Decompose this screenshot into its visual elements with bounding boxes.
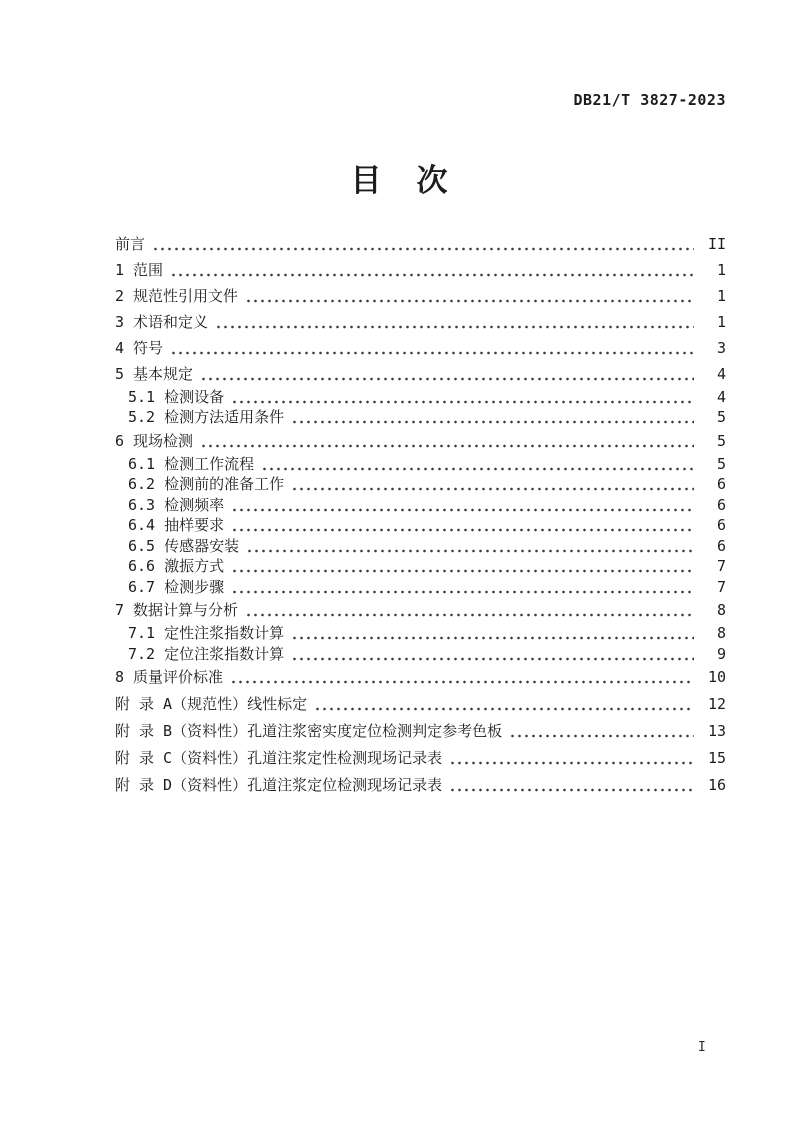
toc-entry-label: 6.6 激振方式 bbox=[128, 557, 225, 576]
dot-leader bbox=[261, 458, 694, 471]
toc-entry bbox=[115, 665, 726, 691]
toc-entry bbox=[115, 408, 726, 429]
toc-entry-page-number: 1 bbox=[716, 312, 726, 331]
dot-leader bbox=[215, 316, 694, 329]
toc-entry-label: 6.2 检测前的准备工作 bbox=[128, 475, 285, 494]
toc-entry-label: 5.1 检测设备 bbox=[128, 387, 225, 406]
toc-entry-page-number: 12 bbox=[707, 694, 726, 713]
toc-entry-page-number: 5 bbox=[716, 431, 726, 450]
toc-entry bbox=[115, 387, 726, 408]
toc-entry-page-number: 13 bbox=[707, 721, 726, 740]
dot-leader bbox=[231, 560, 694, 573]
toc-entry-page-number: 9 bbox=[716, 644, 726, 663]
toc-entry bbox=[115, 516, 726, 537]
dot-leader bbox=[230, 671, 694, 684]
toc-entry bbox=[115, 624, 726, 645]
toc-entry-page-number: 7 bbox=[716, 557, 726, 576]
dot-leader bbox=[291, 627, 694, 640]
toc-entry-label: 1 范围 bbox=[115, 260, 164, 279]
toc-entry-page-number: 4 bbox=[716, 364, 726, 383]
toc-entry bbox=[115, 428, 726, 454]
toc-entry bbox=[115, 309, 726, 335]
toc-entry-label: 6 现场检测 bbox=[115, 431, 194, 450]
toc-entry-label: 7 数据计算与分析 bbox=[115, 601, 239, 619]
toc-entry bbox=[115, 283, 726, 309]
toc-entry bbox=[115, 495, 726, 516]
toc-entry-page-number: 8 bbox=[716, 601, 726, 619]
toc-entry-page-number: 5 bbox=[716, 408, 726, 427]
toc-entry-label: 2 规范性引用文件 bbox=[115, 286, 239, 305]
page-title: 目 次 bbox=[350, 163, 450, 199]
footer-page-number: I bbox=[698, 1040, 706, 1055]
toc-entry-page-number: II bbox=[707, 234, 726, 253]
toc-entry bbox=[115, 691, 726, 718]
toc-entry-page-number: 6 bbox=[716, 495, 726, 514]
dot-leader bbox=[291, 411, 694, 424]
toc-entry-label: 6.1 检测工作流程 bbox=[128, 454, 255, 473]
dot-leader bbox=[152, 238, 694, 251]
toc-entry-label: 7.2 定位注浆指数计算 bbox=[128, 644, 285, 663]
toc-entry-page-number: 10 bbox=[707, 668, 726, 686]
dot-leader bbox=[200, 435, 694, 448]
toc-entry-page-number: 6 bbox=[716, 536, 726, 555]
toc-entry bbox=[115, 557, 726, 578]
toc-entry-page-number: 3 bbox=[716, 338, 726, 357]
dot-leader bbox=[231, 519, 694, 532]
toc-entry-page-number: 1 bbox=[716, 260, 726, 279]
dot-leader bbox=[231, 391, 694, 404]
document-number: DB21/T 3827-2023 bbox=[573, 91, 726, 109]
toc-entry bbox=[115, 745, 726, 772]
toc-entry-page-number: 7 bbox=[716, 577, 726, 596]
toc-entry-page-number: 8 bbox=[716, 624, 726, 643]
toc-entry bbox=[115, 257, 726, 283]
toc-entry bbox=[115, 475, 726, 496]
toc-entry bbox=[115, 577, 726, 598]
toc-entry-page-number: 1 bbox=[716, 286, 726, 305]
toc-entry-label: 5.2 检测方法适用条件 bbox=[128, 408, 285, 427]
toc-entry bbox=[115, 718, 726, 745]
toc-entry-label: 附 录 B（资料性）孔道注浆密实度定位检测判定参考色板 bbox=[115, 721, 503, 740]
dot-leader bbox=[245, 604, 694, 617]
dot-leader bbox=[291, 648, 694, 661]
toc-entry-label: 8 质量评价标准 bbox=[115, 668, 224, 686]
toc-entry-label: 3 术语和定义 bbox=[115, 312, 209, 331]
toc-entry-page-number: 15 bbox=[707, 748, 726, 767]
toc-entry-label: 6.4 抽样要求 bbox=[128, 516, 225, 535]
toc-entry-page-number: 6 bbox=[716, 475, 726, 494]
toc-entry-label: 7.1 定性注浆指数计算 bbox=[128, 624, 285, 643]
toc-entry-label: 6.3 检测频率 bbox=[128, 495, 225, 514]
toc-entry-label: 5 基本规定 bbox=[115, 364, 194, 383]
toc-entry bbox=[115, 231, 726, 257]
toc-entry-label: 4 符号 bbox=[115, 338, 164, 357]
toc-entry-page-number: 6 bbox=[716, 516, 726, 535]
toc-entry-label: 附 录 D（资料性）孔道注浆定位检测现场记录表 bbox=[115, 775, 443, 794]
toc-entry-page-number: 5 bbox=[716, 454, 726, 473]
toc-entry bbox=[115, 644, 726, 665]
toc-entry bbox=[115, 536, 726, 557]
toc-entry bbox=[115, 335, 726, 361]
toc-entry bbox=[115, 361, 726, 387]
toc-entry-label: 前言 bbox=[115, 234, 146, 253]
dot-leader bbox=[449, 779, 694, 792]
dot-leader bbox=[449, 752, 694, 765]
dot-leader bbox=[314, 698, 694, 711]
dot-leader bbox=[170, 342, 694, 355]
toc-entry-label: 6.7 检测步骤 bbox=[128, 577, 225, 596]
dot-leader bbox=[231, 499, 694, 512]
toc-entry-label: 6.5 传感器安装 bbox=[128, 536, 240, 555]
toc-entry bbox=[115, 598, 726, 624]
dot-leader bbox=[509, 725, 694, 738]
toc-entry bbox=[115, 454, 726, 475]
toc-entry-label: 附 录 A（规范性）线性标定 bbox=[115, 694, 308, 713]
toc-entry-page-number: 16 bbox=[707, 775, 726, 794]
dot-leader bbox=[291, 478, 694, 491]
dot-leader bbox=[245, 290, 694, 303]
dot-leader bbox=[246, 540, 694, 553]
toc-entry-page-number: 4 bbox=[716, 387, 726, 406]
dot-leader bbox=[170, 264, 694, 277]
table-of-contents bbox=[115, 231, 726, 799]
toc-entry-label: 附 录 C（资料性）孔道注浆定性检测现场记录表 bbox=[115, 748, 443, 767]
dot-leader bbox=[231, 581, 694, 594]
dot-leader bbox=[200, 368, 694, 381]
toc-entry bbox=[115, 772, 726, 799]
